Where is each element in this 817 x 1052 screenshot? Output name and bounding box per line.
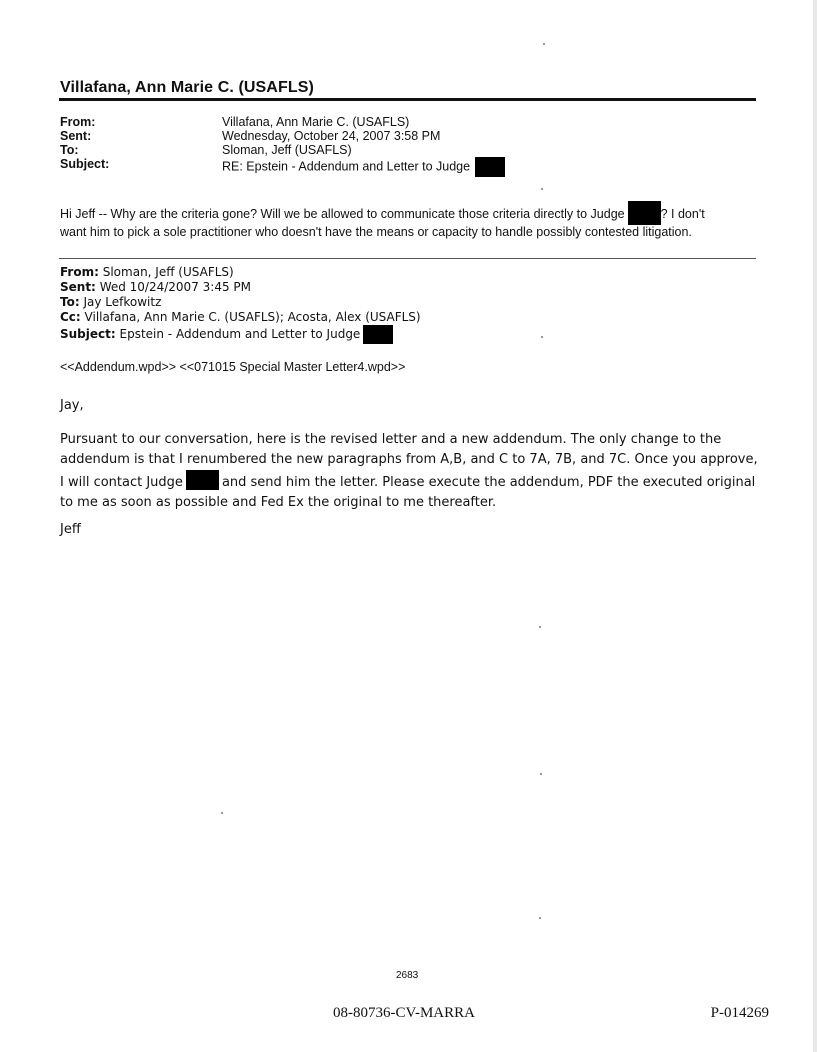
forwarded-cc-row: [60, 310, 421, 325]
subject-row: [60, 157, 505, 174]
email-sender-header: Villafana, Ann Marie C. (USAFLS): [60, 79, 314, 96]
sent-label: Sent:: [60, 129, 92, 143]
subject-text: RE: Epstein - Addendum and Letter to Judge: [222, 159, 471, 174]
to-label: To:: [60, 143, 79, 157]
header-divider: [59, 98, 756, 101]
forwarded-to-value: Jay Lefkowitz: [83, 295, 162, 309]
scan-speck: [540, 773, 542, 775]
forwarded-sent-row: [60, 280, 421, 295]
forwarded-body-first-part: Pursuant to our conversation, here is the revised letter and a new addendum. The only change to the addendum is that I renumbered the new paragraphs from A,B, and C to 7A, 7B, and 7C. Once you approve, I will contact Judge: [60, 432, 758, 490]
sent-value: Wednesday, October 24, 2007 3:58 PM: [222, 129, 441, 143]
scan-speck: [543, 43, 545, 45]
reply-body-line-two: want him to pick a sole practitioner who doesn't have the means or capacity to handle possibly contested litigation.: [60, 225, 692, 239]
from-row: [60, 115, 505, 129]
forwarded-to-label: To:: [60, 295, 80, 309]
from-label: From:: [60, 115, 96, 129]
forwarded-body-second-part: and send him the letter. Please execute the addendum, PDF the executed original to me as soon as possible and Fed Ex the original to me thereafter.: [60, 475, 756, 510]
redaction-box: [363, 325, 393, 344]
forwarded-subject-value: Epstein - Addendum and Letter to Judge: [119, 327, 361, 341]
forwarded-sent-value: Wed 10/24/2007 3:45 PM: [99, 280, 251, 294]
forwarded-from-label: From:: [60, 265, 99, 279]
forwarded-message-header: [60, 265, 421, 340]
subject-value: [222, 157, 505, 174]
redaction-box: [628, 201, 661, 225]
forwarded-from-row: [60, 265, 421, 280]
from-value: Villafana, Ann Marie C. (USAFLS): [222, 115, 410, 129]
forwarded-sent-label: Sent:: [60, 280, 96, 294]
redaction-box: [186, 470, 219, 490]
forwarded-to-row: [60, 295, 421, 310]
reply-body-line-one: Hi Jeff -- Why are the criteria gone? Will we be allowed to communicate those criteria directly to Judge: [60, 207, 625, 221]
page-number: 2683: [396, 970, 419, 981]
scan-speck: [221, 812, 223, 814]
scan-speck: [539, 626, 541, 628]
to-value: Sloman, Jeff (USAFLS): [222, 143, 352, 157]
forwarded-subject-row: [60, 325, 421, 340]
forwarded-message-body: [60, 430, 760, 513]
reply-body-line-one-end: ? I don't: [660, 207, 705, 221]
scan-speck: [539, 917, 541, 919]
forwarded-subject-label: Subject:: [60, 327, 116, 341]
reply-message-body: [60, 201, 755, 239]
forwarded-greeting: Jay,: [60, 398, 84, 413]
scan-speck: [541, 336, 543, 338]
redaction-box: [475, 157, 505, 177]
scanned-page-edge: [813, 0, 817, 1052]
scan-speck: [541, 188, 543, 190]
case-number: 08-80736-CV-MARRA: [333, 1005, 475, 1021]
email-metadata: [60, 115, 505, 174]
forwarded-message-divider: [59, 258, 756, 259]
to-row: [60, 143, 505, 157]
bates-number: P-014269: [710, 1005, 769, 1021]
signature: Jeff: [60, 522, 81, 537]
forwarded-from-value: Sloman, Jeff (USAFLS): [102, 265, 234, 279]
sent-row: [60, 129, 505, 143]
forwarded-cc-value: Villafana, Ann Marie C. (USAFLS); Acosta, Alex (USAFLS): [84, 310, 421, 324]
attachments-list: <<Addendum.wpd>> <<071015 Special Master Letter4.wpd>>: [60, 360, 406, 374]
subject-label: Subject:: [60, 157, 110, 171]
forwarded-cc-label: Cc:: [60, 310, 81, 324]
